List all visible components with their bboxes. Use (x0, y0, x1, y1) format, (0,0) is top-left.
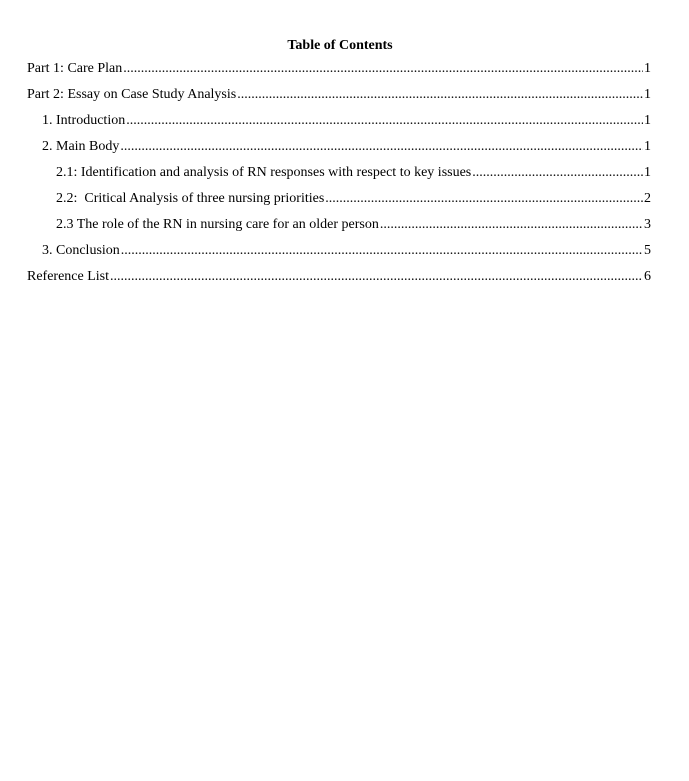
toc-entry-section-2-3[interactable] (27, 216, 651, 242)
toc-dot-leader (126, 112, 643, 130)
toc-entry-conclusion[interactable] (27, 242, 651, 268)
toc-entry-text: 2.3 The role of the RN in nursing care for an older person (56, 217, 379, 232)
toc-entry-main-body[interactable] (27, 138, 651, 164)
toc-dot-leader (237, 86, 643, 104)
toc-dot-leader (380, 216, 643, 234)
toc-entry-text: Part 1: Care Plan (27, 61, 123, 76)
toc-entry-text: 2.2: Critical Analysis of three nursing priorities (56, 191, 325, 206)
toc-page-number: 1 (644, 113, 651, 128)
toc-dot-leader (472, 164, 643, 182)
toc-dot-leader (110, 268, 643, 286)
toc-entry-section-2-1[interactable] (27, 164, 651, 190)
toc-entry-section-2-2[interactable] (27, 190, 651, 216)
toc-entry-text: Part 2: Essay on Case Study Analysis (27, 87, 237, 102)
toc-entry-text: Reference List (27, 269, 110, 284)
toc-page-number: 1 (644, 165, 651, 180)
toc-entry-essay[interactable] (27, 86, 651, 112)
toc-page-number: 1 (644, 61, 651, 76)
toc-entry-text: 2. Main Body (42, 139, 120, 154)
toc-entry-reference-list[interactable] (27, 268, 651, 294)
toc-title: Table of Contents (287, 38, 393, 53)
table-of-contents (27, 60, 651, 294)
toc-entry-text: 1. Introduction (42, 113, 126, 128)
toc-dot-leader (325, 190, 643, 208)
toc-dot-leader (120, 138, 643, 156)
toc-page-number: 1 (644, 139, 651, 154)
toc-page-number: 2 (644, 191, 651, 206)
toc-page-number: 1 (644, 87, 651, 102)
toc-page-number: 3 (644, 217, 651, 232)
toc-entry-introduction[interactable] (27, 112, 651, 138)
toc-page-number: 6 (644, 269, 651, 284)
toc-dot-leader (123, 60, 643, 78)
toc-dot-leader (121, 242, 643, 260)
toc-page-number: 5 (644, 243, 651, 258)
toc-entry-text: 2.1: Identification and analysis of RN responses with respect to key issues (56, 165, 472, 180)
toc-entry-care-plan[interactable] (27, 60, 651, 86)
toc-entry-text: 3. Conclusion (42, 243, 120, 258)
